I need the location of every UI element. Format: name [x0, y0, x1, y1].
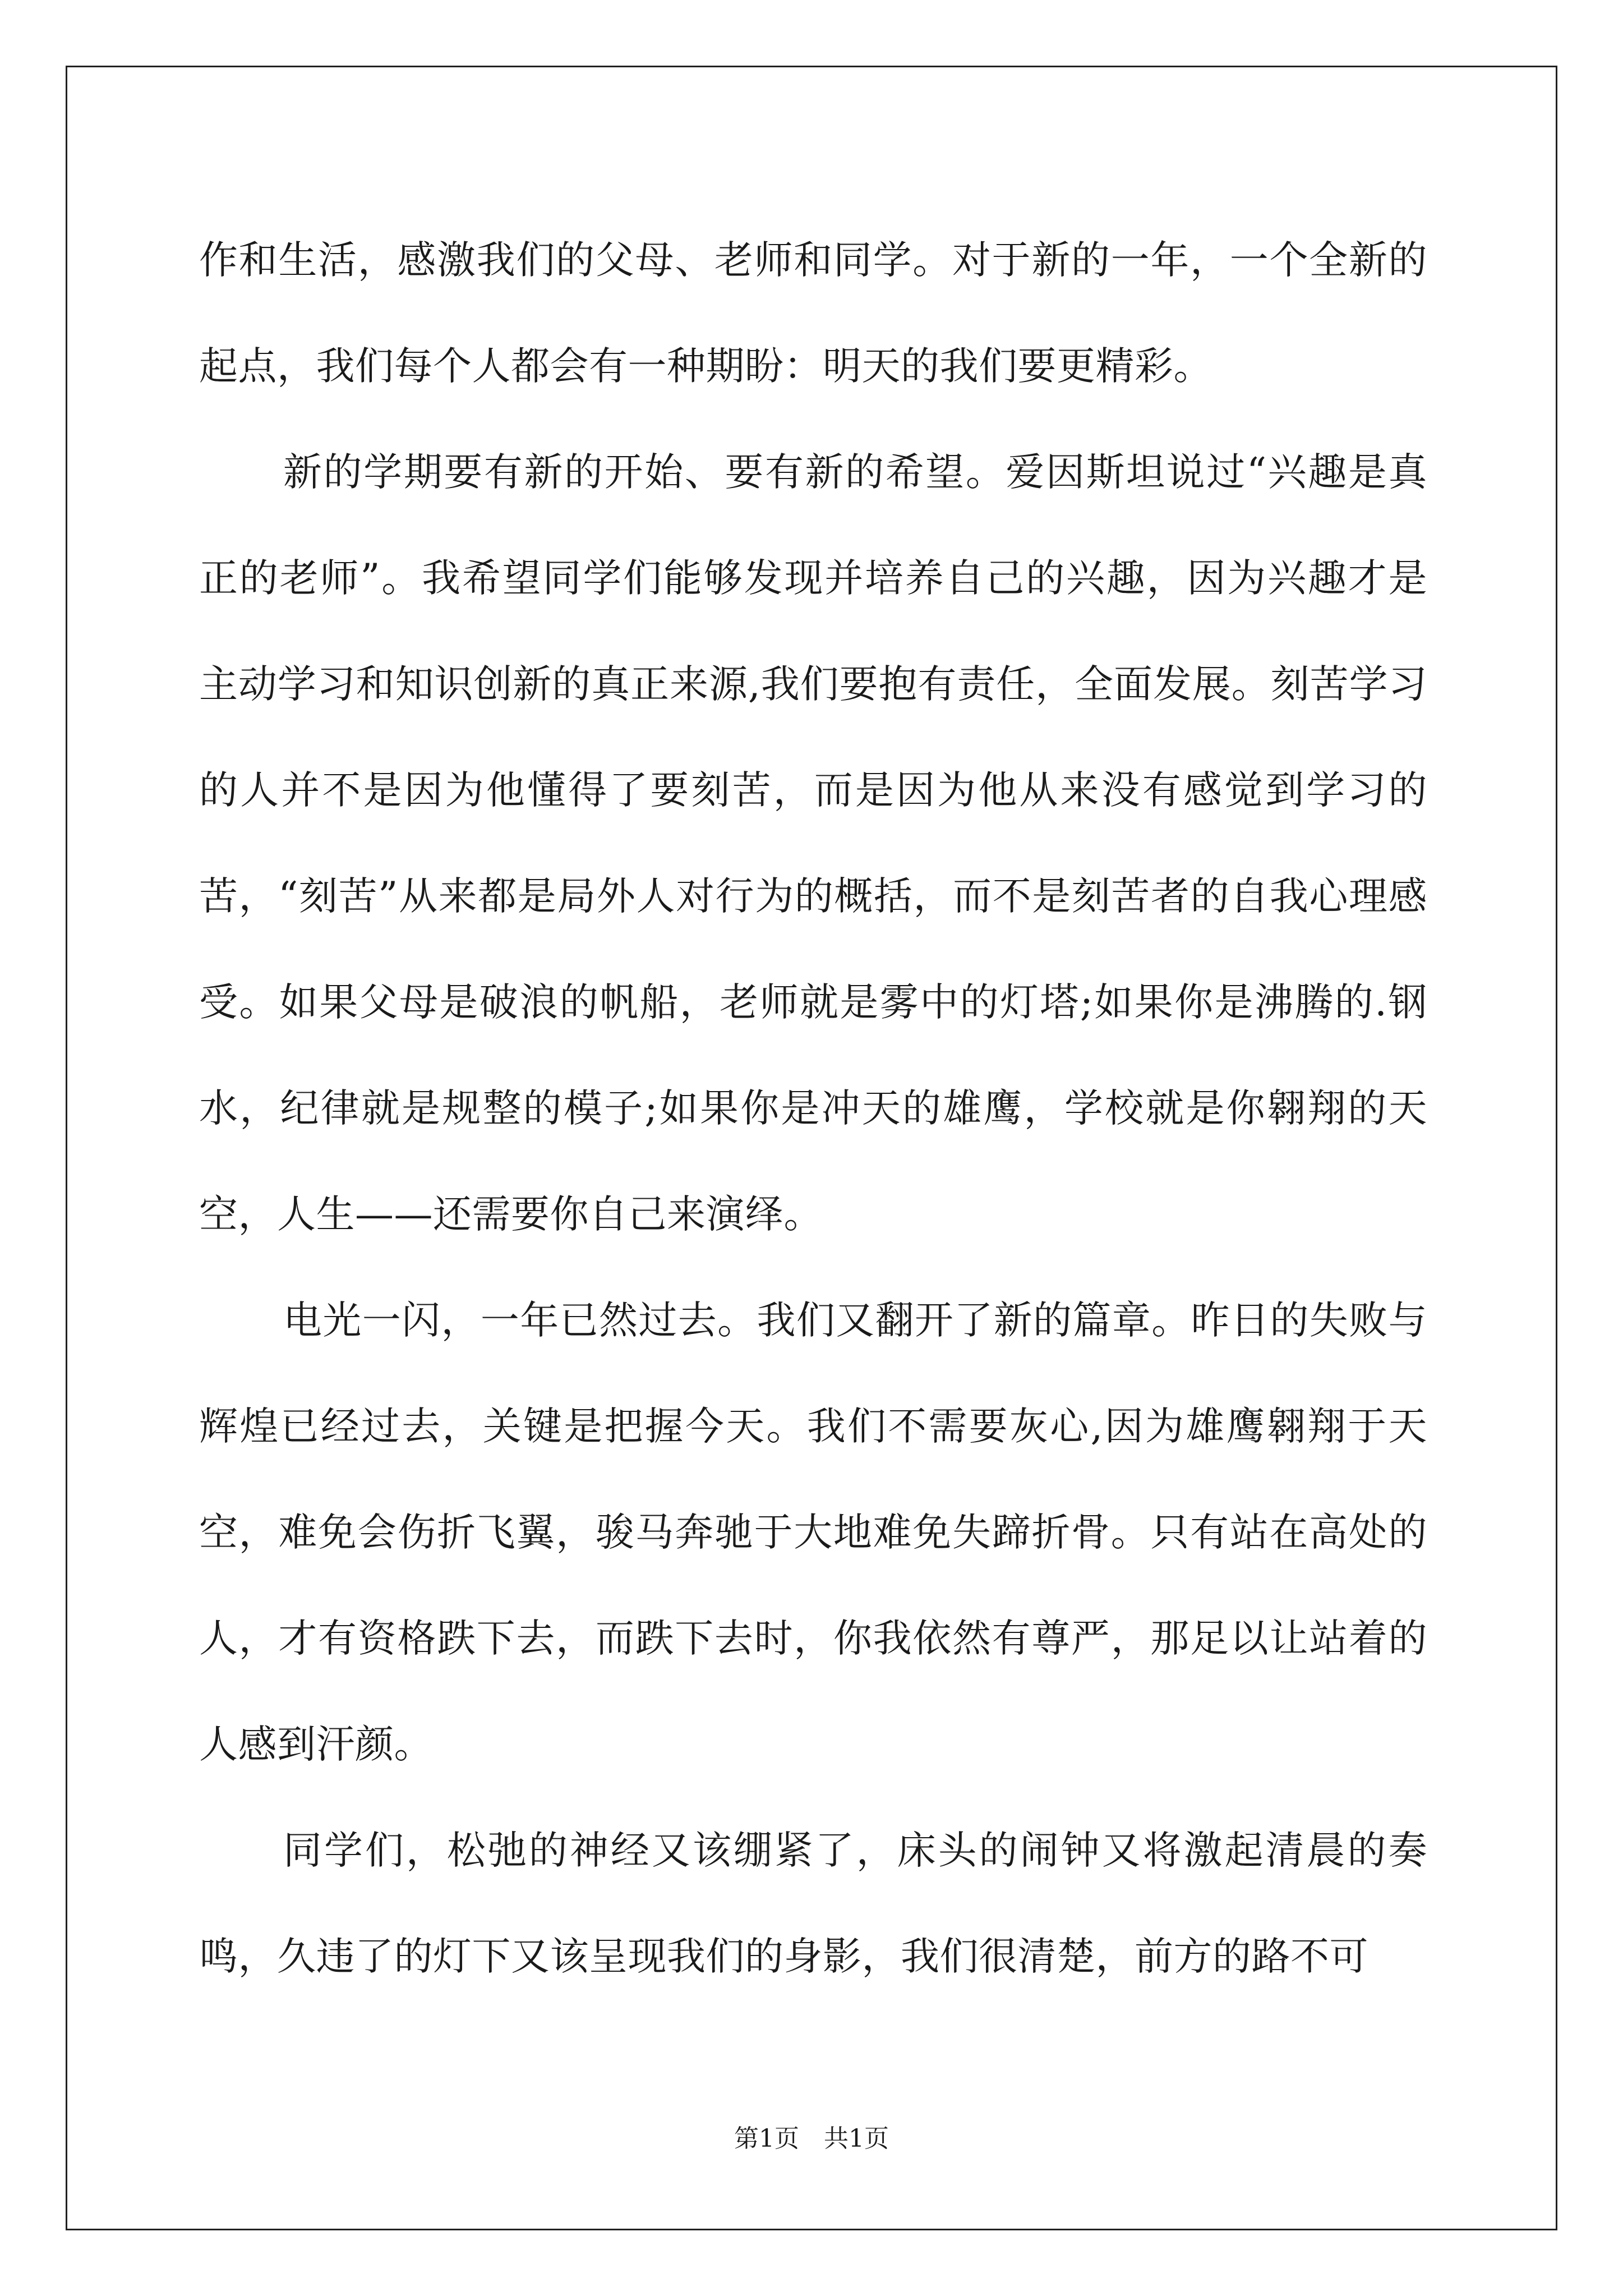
paragraph: 作和生活，感激我们的父母、老师和同学。对于新的一年，一个全新的起点，我们每个人都会有一种期盼：明天的我们要更精彩。 [199, 238, 1427, 389]
paragraph: 同学们，松弛的神经又该绷紧了，床头的闹钟又将激起清晨的奏鸣，久违了的灯下又该呈现我们的身影，我们很清楚，前方的路不可 [199, 1828, 1427, 1979]
paragraph: 新的学期要有新的开始、要有新的希望。爱因斯坦说过“兴趣是真正的老师”。我希望同学们能够发现并培养自己的兴趣，因为兴趣才是主动学习和知识创新的真正来源,我们要抱有责任，全面发展。刻苦学习的人并不是因为他懂得了要刻苦，而是因为他从来没有感觉到学习的苦，“刻苦”从来都是局外人对行为的概括，而不是刻苦者的自我心理感受。如果父母是破浪的帆船，老师就是雾中的灯塔;如果你是沸腾的.钢水，纪律就是规整的模子;如果你是冲天的雄鹰，学校就是你翱翔的天空，人生——还需要你自己来演绎。 [199, 450, 1427, 1237]
document-body [199, 208, 1427, 2010]
paragraph: 电光一闪，一年已然过去。我们又翻开了新的篇章。昨日的失败与辉煌已经过去，关键是把握今天。我们不需要灰心,因为雄鹰翱翔于天空，难免会伤折飞翼，骏马奔驰于大地难免失蹄折骨。只有站在高处的人，才有资格跌下去，而跌下去时，你我依然有尊严，那足以让站着的人感到汗颜。 [199, 1298, 1427, 1767]
page-number-footer: 第1页 共1页 [734, 2124, 889, 2153]
